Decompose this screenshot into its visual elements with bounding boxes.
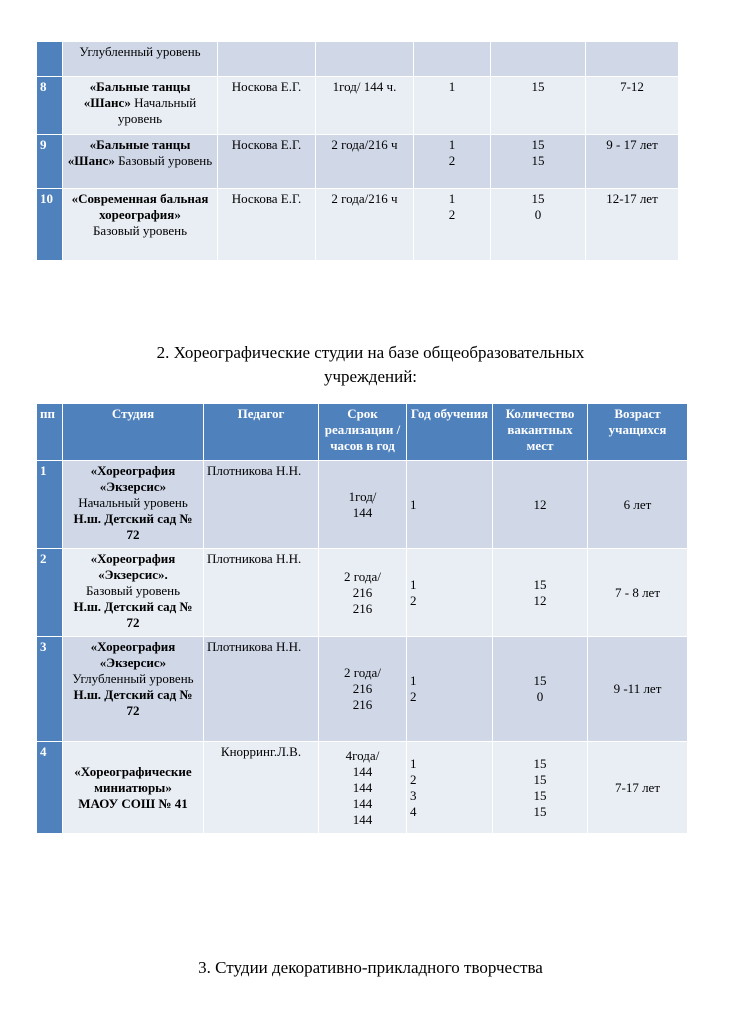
table-row xyxy=(37,742,688,834)
studio-name: «Хореография «Экзерсис» xyxy=(90,463,176,494)
term-cell: 2 года/216 ч xyxy=(316,189,414,261)
term-cell xyxy=(319,637,407,742)
year-cell xyxy=(414,189,491,261)
term-value: 2 года/ xyxy=(344,568,381,584)
year-value: 2 xyxy=(448,153,456,168)
places-cell xyxy=(493,742,588,834)
studio-level: Начальный уровень xyxy=(78,495,188,510)
age-cell xyxy=(586,42,679,77)
places-cell xyxy=(491,42,586,77)
teacher-cell: Плотникова Н.Н. xyxy=(204,461,319,549)
year-cell xyxy=(414,42,491,77)
studio-cell xyxy=(63,549,204,637)
column-header: Студия xyxy=(63,404,204,461)
row-number: 3 xyxy=(37,637,63,742)
year-value: 1 xyxy=(410,576,417,592)
studio-name: «Хореографические миниатюры» xyxy=(74,763,192,795)
column-header: Количество вакантных мест xyxy=(493,404,588,461)
column-header: пп xyxy=(37,404,63,461)
term-value: 216 xyxy=(352,584,373,600)
studio-level: Базовый уровень xyxy=(85,583,181,598)
places-value: 15 xyxy=(533,771,547,787)
term-cell xyxy=(319,742,407,834)
teacher-cell: Плотникова Н.Н. xyxy=(204,637,319,742)
section-heading xyxy=(0,341,741,389)
row-number xyxy=(37,42,63,77)
term-value: 2 года/ xyxy=(344,665,381,680)
places-value: 15 xyxy=(531,153,545,168)
places-cell xyxy=(493,461,588,549)
year-value: 4 xyxy=(410,803,417,819)
term-value: 144 xyxy=(352,504,373,520)
studios-table-continued xyxy=(36,41,679,261)
year-value: 1 xyxy=(410,755,417,771)
year-value: 1 xyxy=(410,673,417,688)
studio-level: Базовый уровень xyxy=(92,223,188,238)
teacher-cell: Носкова Е.Г. xyxy=(218,135,316,189)
places-value: 0 xyxy=(534,207,542,222)
term-value: 144 xyxy=(352,795,373,811)
year-value: 2 xyxy=(410,592,417,608)
places-value: 0 xyxy=(536,689,544,704)
places-value: 15 xyxy=(533,803,547,819)
term-value: 1год/ xyxy=(348,488,377,504)
teacher-cell: Носкова Е.Г. xyxy=(218,77,316,135)
term-value: 216 xyxy=(352,697,373,712)
year-value: 2 xyxy=(410,771,417,787)
table-row xyxy=(37,77,679,135)
table-row xyxy=(37,189,679,261)
year-cell xyxy=(407,742,493,834)
table-row xyxy=(37,637,688,742)
studio-base: МАОУ СОШ № 41 xyxy=(78,795,188,811)
row-number: 8 xyxy=(37,77,63,135)
term-cell xyxy=(319,461,407,549)
age-cell: 12-17 лет xyxy=(586,189,679,261)
year-value: 1 xyxy=(410,496,417,512)
column-header: Год обучения xyxy=(407,404,493,461)
age-cell: 7 - 8 лет xyxy=(588,549,688,637)
section-heading-line: 2. Хореографические студии на базе общеобразовательных xyxy=(156,343,585,362)
table-row xyxy=(37,461,688,549)
year-value: 3 xyxy=(410,787,417,803)
studio-base: Н.ш. Детский сад № 72 xyxy=(73,599,193,630)
studio-cell xyxy=(63,637,204,742)
year-value: 1 xyxy=(448,191,456,206)
teacher-cell xyxy=(218,42,316,77)
places-value: 15 xyxy=(533,673,547,688)
term-value: 144 xyxy=(352,811,373,827)
year-cell xyxy=(414,135,491,189)
section-heading-line: учреждений: xyxy=(323,367,418,386)
year-value: 2 xyxy=(410,689,417,704)
studio-name: «Бальные танцы «Шанс» xyxy=(83,79,191,110)
year-cell: 1 xyxy=(414,77,491,135)
studio-base: Н.ш. Детский сад № 72 xyxy=(73,687,193,718)
row-number: 1 xyxy=(37,461,63,549)
row-number: 4 xyxy=(37,742,63,834)
studio-cell xyxy=(63,742,204,834)
studio-name: «Бальные танцы «Шанс» xyxy=(67,137,191,168)
table-row xyxy=(37,549,688,637)
age-cell: 9 - 17 лет xyxy=(586,135,679,189)
studio-level: Углубленный уровень xyxy=(79,44,201,59)
age-cell: 7-12 xyxy=(586,77,679,135)
places-value: 15 xyxy=(533,787,547,803)
places-value: 12 xyxy=(533,496,547,512)
term-cell xyxy=(319,549,407,637)
term-value: 144 xyxy=(352,779,373,795)
places-cell xyxy=(493,549,588,637)
studios-table-schools xyxy=(36,403,688,834)
term-cell xyxy=(316,42,414,77)
age-cell: 6 лет xyxy=(588,461,688,549)
places-cell: 15 xyxy=(491,77,586,135)
term-value: 4года/ xyxy=(345,747,380,763)
year-cell xyxy=(407,461,493,549)
row-number: 10 xyxy=(37,189,63,261)
year-cell xyxy=(407,637,493,742)
age-cell: 9 -11 лет xyxy=(588,637,688,742)
studio-cell xyxy=(63,461,204,549)
studio-level: Базовый уровень xyxy=(118,153,213,168)
term-value: 216 xyxy=(352,681,373,696)
studio-name: «Хореография «Экзерсис». xyxy=(90,551,176,582)
term-value: 144 xyxy=(352,763,373,779)
places-value: 12 xyxy=(533,592,547,608)
studio-cell xyxy=(63,42,218,77)
studio-cell xyxy=(63,77,218,135)
term-cell: 2 года/216 ч xyxy=(316,135,414,189)
places-cell xyxy=(491,189,586,261)
teacher-cell: Носкова Е.Г. xyxy=(218,189,316,261)
age-cell: 7-17 лет xyxy=(588,742,688,834)
section-heading: 3. Студии декоративно-прикладного творчества xyxy=(198,958,543,977)
table-row xyxy=(37,135,679,189)
studio-cell xyxy=(63,135,218,189)
teacher-cell: Кнорринг.Л.В. xyxy=(204,742,319,834)
studio-name: «Хореография «Экзерсис» xyxy=(90,639,176,670)
term-value: 216 xyxy=(352,600,373,616)
year-value: 1 xyxy=(448,137,456,152)
year-cell xyxy=(407,549,493,637)
teacher-cell: Плотникова Н.Н. xyxy=(204,549,319,637)
places-value: 15 xyxy=(531,191,545,206)
row-number: 2 xyxy=(37,549,63,637)
term-cell: 1год/ 144 ч. xyxy=(316,77,414,135)
table-header-row xyxy=(37,404,688,461)
year-value: 2 xyxy=(448,207,456,222)
places-value: 15 xyxy=(533,755,547,771)
places-cell xyxy=(493,637,588,742)
studio-cell xyxy=(63,189,218,261)
studio-level: Углубленный уровень xyxy=(72,671,194,686)
column-header: Педагог xyxy=(204,404,319,461)
studio-level: Начальный уровень xyxy=(117,95,197,126)
table-row xyxy=(37,42,679,77)
studio-base: Н.ш. Детский сад № 72 xyxy=(73,511,193,542)
column-header: Возраст учащихся xyxy=(588,404,688,461)
places-cell xyxy=(491,135,586,189)
studio-name: «Современная бальная хореография» xyxy=(71,191,209,222)
column-header: Срок реализации /часов в год xyxy=(319,404,407,461)
places-value: 15 xyxy=(531,137,545,152)
row-number: 9 xyxy=(37,135,63,189)
places-value: 15 xyxy=(533,576,547,592)
